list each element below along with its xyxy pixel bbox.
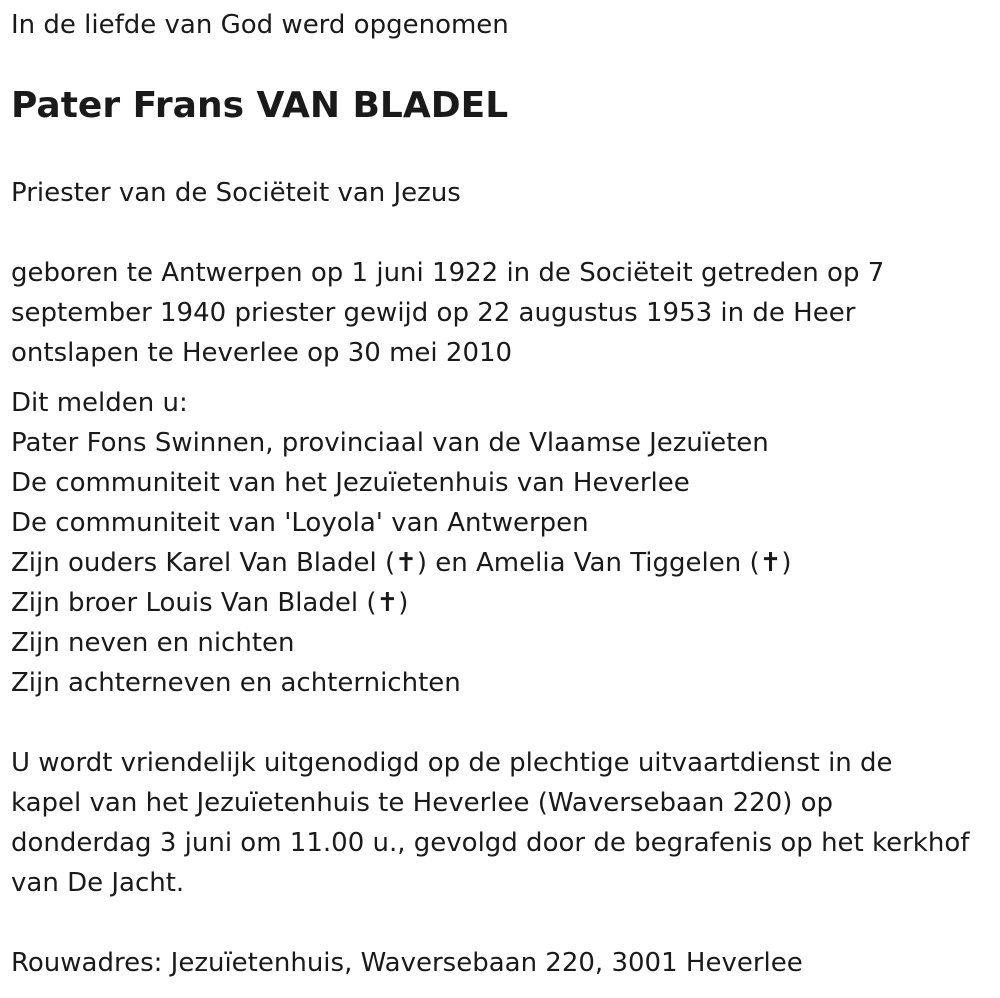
role-text: Priester van de Sociëteit van Jezus [11, 178, 461, 208]
announcer-line: Pater Fons Swinnen, provinciaal van de Vlaamse Jezuïeten [11, 428, 769, 458]
announcer-line: Zijn ouders Karel Van Bladel (✝) en Amelia Van Tiggelen (✝) [11, 548, 792, 578]
invitation-line: van De Jacht. [11, 868, 185, 898]
announcer-line: Zijn achterneven en achternichten [11, 668, 461, 698]
announcer-heading: Dit melden u: [11, 388, 188, 418]
invitation-line: kapel van het Jezuïetenhuis te Heverlee (Waversebaan 220) op [11, 788, 834, 818]
invitation-paragraph [11, 743, 969, 903]
announcer-line: Zijn neven en nichten [11, 628, 295, 658]
invitation-line: U wordt vriendelijk uitgenodigd op de plechtige uitvaartdienst in de [11, 748, 893, 778]
mourning-address: Rouwadres: Jezuïetenhuis, Waversebaan 220, 3001 Heverlee [11, 948, 803, 978]
announcer-line: De communiteit van het Jezuïetenhuis van Heverlee [11, 468, 690, 498]
bio-paragraph [11, 253, 884, 373]
bio-line: september 1940 priester gewijd op 22 augustus 1953 in de Heer [11, 298, 856, 328]
intro-text: In de liefde van God werd opgenomen [11, 10, 509, 40]
bio-line: geboren te Antwerpen op 1 juni 1922 in de Sociëteit getreden op 7 [11, 258, 885, 288]
announcers-list [11, 383, 792, 703]
bio-line: ontslapen te Heverlee op 30 mei 2010 [11, 338, 513, 368]
announcer-line: Zijn broer Louis Van Bladel (✝) [11, 588, 409, 618]
invitation-line: donderdag 3 juni om 11.00 u., gevolgd door de begrafenis op het kerkhof [11, 828, 970, 858]
announcer-line: De communiteit van 'Loyola' van Antwerpen [11, 508, 589, 538]
deceased-name: Pater Frans VAN BLADEL [11, 85, 509, 126]
